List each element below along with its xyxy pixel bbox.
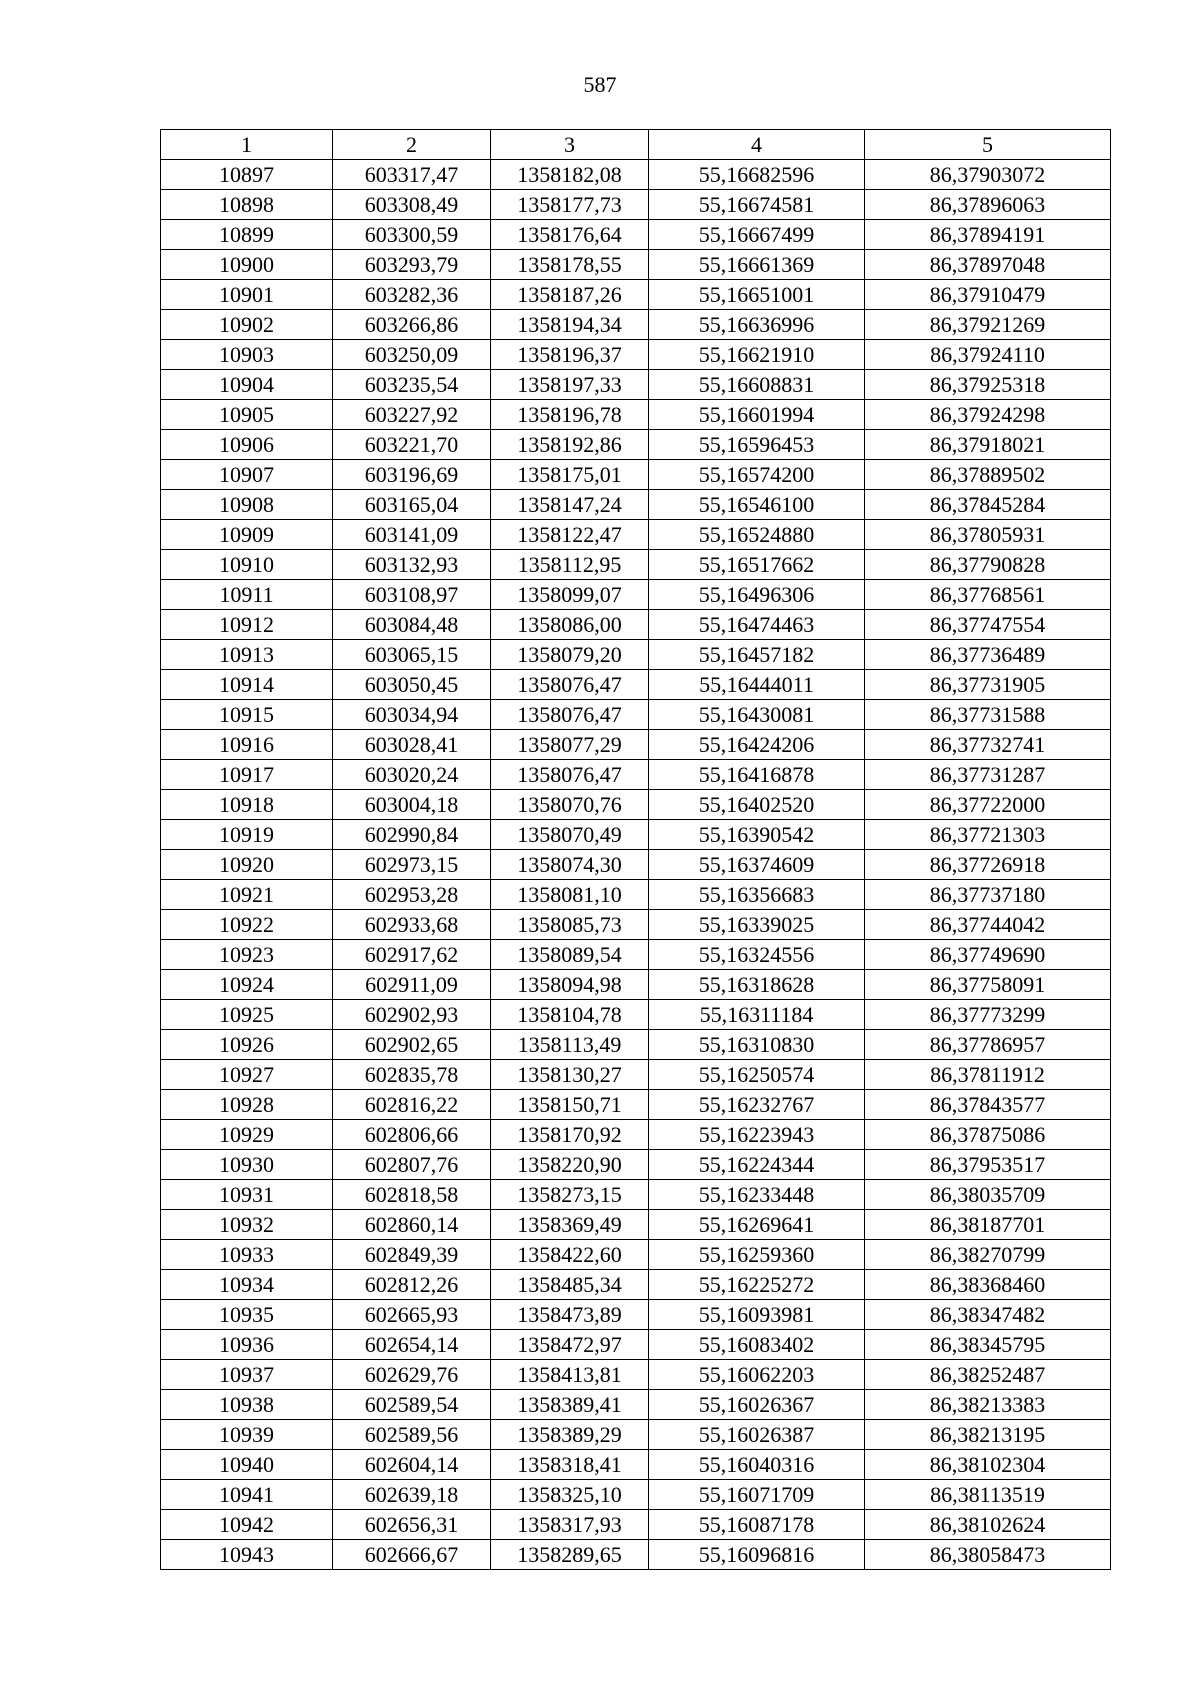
table-cell: 602604,14 [333,1450,491,1480]
table-cell: 1358147,24 [491,490,649,520]
table-cell: 1358081,10 [491,880,649,910]
table-cell: 55,16674581 [649,190,865,220]
table-row [161,1480,1111,1510]
table-row [161,850,1111,880]
table-row [161,1390,1111,1420]
table-row [161,400,1111,430]
table-cell: 55,16524880 [649,520,865,550]
table-row [161,1450,1111,1480]
table-cell: 10902 [161,310,333,340]
table-cell: 55,16269641 [649,1210,865,1240]
table-cell: 1358150,71 [491,1090,649,1120]
table-cell: 603132,93 [333,550,491,580]
table-cell: 55,16093981 [649,1300,865,1330]
table-cell: 602902,65 [333,1030,491,1060]
table-cell: 55,16601994 [649,400,865,430]
table-cell: 1358485,34 [491,1270,649,1300]
table-cell: 1358196,78 [491,400,649,430]
table-cell: 602812,26 [333,1270,491,1300]
table-cell: 1358122,47 [491,520,649,550]
table-cell: 602818,58 [333,1180,491,1210]
table-cell: 602990,84 [333,820,491,850]
table-cell: 55,16574200 [649,460,865,490]
table-cell: 602917,62 [333,940,491,970]
table-cell: 1358182,08 [491,160,649,190]
table-cell: 1358194,34 [491,310,649,340]
table-cell: 86,37721303 [865,820,1111,850]
table-cell: 55,16546100 [649,490,865,520]
table-cell: 602639,18 [333,1480,491,1510]
table-cell: 603317,47 [333,160,491,190]
table-cell: 86,37768561 [865,580,1111,610]
table-cell: 10898 [161,190,333,220]
table-cell: 603293,79 [333,250,491,280]
column-header: 3 [491,130,649,160]
table-cell: 603084,48 [333,610,491,640]
column-header: 5 [865,130,1111,160]
table-row [161,250,1111,280]
table-cell: 55,16651001 [649,280,865,310]
table-cell: 10932 [161,1210,333,1240]
table-cell: 10927 [161,1060,333,1090]
table-cell: 602816,22 [333,1090,491,1120]
table-cell: 86,37896063 [865,190,1111,220]
table-cell: 10937 [161,1360,333,1390]
table-cell: 10938 [161,1390,333,1420]
table-cell: 603250,09 [333,340,491,370]
table-cell: 1358130,27 [491,1060,649,1090]
table-cell: 55,16311184 [649,1000,865,1030]
table-cell: 10913 [161,640,333,670]
table-cell: 10903 [161,340,333,370]
table-cell: 603300,59 [333,220,491,250]
table-row [161,340,1111,370]
table-cell: 1358472,97 [491,1330,649,1360]
table-row [161,580,1111,610]
table-row [161,1540,1111,1570]
table-cell: 1358192,86 [491,430,649,460]
table-row [161,1150,1111,1180]
table-cell: 55,16225272 [649,1270,865,1300]
table-cell: 55,16517662 [649,550,865,580]
table-cell: 603020,24 [333,760,491,790]
table-cell: 10930 [161,1150,333,1180]
table-cell: 86,37903072 [865,160,1111,190]
table-cell: 602849,39 [333,1240,491,1270]
table-cell: 603108,97 [333,580,491,610]
table-row [161,760,1111,790]
table-cell: 1358197,33 [491,370,649,400]
table-cell: 86,38347482 [865,1300,1111,1330]
table-row [161,1510,1111,1540]
table-row [161,1210,1111,1240]
table-row [161,670,1111,700]
table-cell: 10897 [161,160,333,190]
table-cell: 55,16474463 [649,610,865,640]
table-row [161,1270,1111,1300]
table-row [161,970,1111,1000]
table-cell: 10910 [161,550,333,580]
table-cell: 10934 [161,1270,333,1300]
table-cell: 86,37731588 [865,700,1111,730]
table-cell: 1358170,92 [491,1120,649,1150]
table-cell: 55,16318628 [649,970,865,1000]
table-cell: 86,38102624 [865,1510,1111,1540]
table-row [161,1420,1111,1450]
table-row [161,610,1111,640]
table-cell: 10924 [161,970,333,1000]
table-cell: 86,38113519 [865,1480,1111,1510]
table-cell: 10905 [161,400,333,430]
table-cell: 1358070,76 [491,790,649,820]
table-cell: 86,37924298 [865,400,1111,430]
table-row [161,1000,1111,1030]
table-cell: 86,37843577 [865,1090,1111,1120]
table-cell: 1358177,73 [491,190,649,220]
table-cell: 55,16496306 [649,580,865,610]
table-cell: 10901 [161,280,333,310]
table-cell: 603004,18 [333,790,491,820]
table-row [161,880,1111,910]
table-row [161,1060,1111,1090]
table-cell: 1358318,41 [491,1450,649,1480]
table-row [161,940,1111,970]
table-cell: 602589,56 [333,1420,491,1450]
table-cell: 1358413,81 [491,1360,649,1390]
table-cell: 10933 [161,1240,333,1270]
table-cell: 55,16608831 [649,370,865,400]
table-row [161,1030,1111,1060]
table-cell: 10908 [161,490,333,520]
table-cell: 1358076,47 [491,700,649,730]
table-cell: 10916 [161,730,333,760]
table-cell: 1358389,29 [491,1420,649,1450]
table-cell: 1358076,47 [491,670,649,700]
table-cell: 603221,70 [333,430,491,460]
table-cell: 1358079,20 [491,640,649,670]
table-cell: 602656,31 [333,1510,491,1540]
table-row [161,370,1111,400]
table-cell: 10912 [161,610,333,640]
table-row [161,460,1111,490]
table-cell: 55,16040316 [649,1450,865,1480]
table-cell: 1358176,64 [491,220,649,250]
table-cell: 55,16416878 [649,760,865,790]
table-cell: 55,16259360 [649,1240,865,1270]
table-cell: 10914 [161,670,333,700]
table-cell: 10909 [161,520,333,550]
table-cell: 1358175,01 [491,460,649,490]
table-cell: 10928 [161,1090,333,1120]
table-row [161,280,1111,310]
table-cell: 86,37918021 [865,430,1111,460]
table-cell: 1358085,73 [491,910,649,940]
table-cell: 10935 [161,1300,333,1330]
table-cell: 1358113,49 [491,1030,649,1060]
table-cell: 55,16026367 [649,1390,865,1420]
table-cell: 55,16324556 [649,940,865,970]
column-header: 1 [161,130,333,160]
table-cell: 10936 [161,1330,333,1360]
table-cell: 55,16096816 [649,1540,865,1570]
table-cell: 86,37889502 [865,460,1111,490]
table-row [161,520,1111,550]
table-cell: 86,37910479 [865,280,1111,310]
table-cell: 10918 [161,790,333,820]
table-cell: 55,16339025 [649,910,865,940]
table-row [161,1330,1111,1360]
table-cell: 603282,36 [333,280,491,310]
table-row [161,1180,1111,1210]
table-row [161,550,1111,580]
table-cell: 10929 [161,1120,333,1150]
table-cell: 55,16636996 [649,310,865,340]
table-cell: 86,37731905 [865,670,1111,700]
table-cell: 602654,14 [333,1330,491,1360]
table-cell: 55,16457182 [649,640,865,670]
table-cell: 603028,41 [333,730,491,760]
table-cell: 10906 [161,430,333,460]
table-cell: 86,38252487 [865,1360,1111,1390]
table-cell: 1358070,49 [491,820,649,850]
table-cell: 603308,49 [333,190,491,220]
table-cell: 603141,09 [333,520,491,550]
table-cell: 603065,15 [333,640,491,670]
table-cell: 86,38345795 [865,1330,1111,1360]
table-cell: 1358074,30 [491,850,649,880]
column-header: 2 [333,130,491,160]
table-row [161,1300,1111,1330]
table-cell: 1358273,15 [491,1180,649,1210]
table-cell: 10943 [161,1540,333,1570]
table-cell: 1358325,10 [491,1480,649,1510]
table-cell: 602911,09 [333,970,491,1000]
table-cell: 10919 [161,820,333,850]
table-cell: 1358077,29 [491,730,649,760]
table-row [161,490,1111,520]
table-cell: 10941 [161,1480,333,1510]
table-cell: 86,37805931 [865,520,1111,550]
table-cell: 55,16621910 [649,340,865,370]
table-cell: 86,37897048 [865,250,1111,280]
table-row [161,730,1111,760]
header-row [161,130,1111,160]
table-cell: 86,37736489 [865,640,1111,670]
table-cell: 603034,94 [333,700,491,730]
table-cell: 1358369,49 [491,1210,649,1240]
table-cell: 10926 [161,1030,333,1060]
table-cell: 86,37726918 [865,850,1111,880]
table-cell: 603165,04 [333,490,491,520]
table-cell: 1358089,54 [491,940,649,970]
table-cell: 86,38187701 [865,1210,1111,1240]
table-row [161,430,1111,460]
table-cell: 86,38213383 [865,1390,1111,1420]
table-cell: 86,37790828 [865,550,1111,580]
table-cell: 1358289,65 [491,1540,649,1570]
table-cell: 10899 [161,220,333,250]
table-cell: 1358473,89 [491,1300,649,1330]
table-cell: 10917 [161,760,333,790]
table-cell: 86,38368460 [865,1270,1111,1300]
coordinates-table [160,129,1111,1570]
table-cell: 55,16430081 [649,700,865,730]
table-cell: 602953,28 [333,880,491,910]
column-header: 4 [649,130,865,160]
table-cell: 86,38035709 [865,1180,1111,1210]
table-cell: 602973,15 [333,850,491,880]
table-cell: 55,16596453 [649,430,865,460]
table-cell: 603050,45 [333,670,491,700]
table-cell: 55,16444011 [649,670,865,700]
table-cell: 602806,66 [333,1120,491,1150]
table-cell: 55,16233448 [649,1180,865,1210]
table-cell: 602933,68 [333,910,491,940]
table-cell: 86,37811912 [865,1060,1111,1090]
table-cell: 55,16087178 [649,1510,865,1540]
table-cell: 55,16661369 [649,250,865,280]
table-row [161,310,1111,340]
table-cell: 1358112,95 [491,550,649,580]
table-cell: 55,16232767 [649,1090,865,1120]
table-cell: 86,38102304 [865,1450,1111,1480]
table-cell: 55,16682596 [649,160,865,190]
table-cell: 602666,67 [333,1540,491,1570]
table-row [161,910,1111,940]
table-cell: 86,37758091 [865,970,1111,1000]
table-cell: 602860,14 [333,1210,491,1240]
table-cell: 86,37894191 [865,220,1111,250]
table-header [161,130,1111,160]
table-cell: 55,16356683 [649,880,865,910]
table-cell: 86,37737180 [865,880,1111,910]
table-cell: 10922 [161,910,333,940]
table-cell: 603227,92 [333,400,491,430]
table-cell: 86,37731287 [865,760,1111,790]
table-cell: 602835,78 [333,1060,491,1090]
table-cell: 1358178,55 [491,250,649,280]
table-cell: 1358220,90 [491,1150,649,1180]
table-cell: 86,38213195 [865,1420,1111,1450]
table-cell: 55,16667499 [649,220,865,250]
table-cell: 86,38058473 [865,1540,1111,1570]
table-cell: 10942 [161,1510,333,1540]
table-cell: 86,37921269 [865,310,1111,340]
page-number: 587 [583,72,617,97]
table-cell: 55,16390542 [649,820,865,850]
table-cell: 86,37747554 [865,610,1111,640]
table-cell: 602629,76 [333,1360,491,1390]
table-cell: 86,37953517 [865,1150,1111,1180]
table-body [161,160,1111,1570]
table-cell: 55,16402520 [649,790,865,820]
table-cell: 10939 [161,1420,333,1450]
table-row [161,160,1111,190]
table-cell: 55,16062203 [649,1360,865,1390]
table-cell: 86,37924110 [865,340,1111,370]
table-cell: 10923 [161,940,333,970]
table-cell: 602902,93 [333,1000,491,1030]
table-cell: 603266,86 [333,310,491,340]
table-cell: 55,16224344 [649,1150,865,1180]
table-row [161,190,1111,220]
table-cell: 10921 [161,880,333,910]
table-cell: 1358104,78 [491,1000,649,1030]
table-cell: 10920 [161,850,333,880]
table-row [161,220,1111,250]
table-cell: 603196,69 [333,460,491,490]
table-row [161,1360,1111,1390]
table-cell: 603235,54 [333,370,491,400]
table-cell: 55,16083402 [649,1330,865,1360]
table-cell: 1358099,07 [491,580,649,610]
table-cell: 1358196,37 [491,340,649,370]
table-cell: 55,16424206 [649,730,865,760]
table-cell: 1358422,60 [491,1240,649,1270]
table-cell: 55,16223943 [649,1120,865,1150]
table-cell: 86,37732741 [865,730,1111,760]
table-cell: 55,16374609 [649,850,865,880]
table-row [161,700,1111,730]
table-row [161,640,1111,670]
table-cell: 10911 [161,580,333,610]
table-cell: 10940 [161,1450,333,1480]
table-cell: 1358076,47 [491,760,649,790]
table-cell: 86,37875086 [865,1120,1111,1150]
table-cell: 10925 [161,1000,333,1030]
table-cell: 86,37744042 [865,910,1111,940]
table-row [161,820,1111,850]
table-cell: 1358389,41 [491,1390,649,1420]
table-cell: 86,37845284 [865,490,1111,520]
table-cell: 55,16310830 [649,1030,865,1060]
table-cell: 10900 [161,250,333,280]
table-cell: 602665,93 [333,1300,491,1330]
table-cell: 86,37749690 [865,940,1111,970]
table-cell: 86,38270799 [865,1240,1111,1270]
table-cell: 86,37786957 [865,1030,1111,1060]
table-cell: 602589,54 [333,1390,491,1420]
table-cell: 55,16026387 [649,1420,865,1450]
table-cell: 86,37773299 [865,1000,1111,1030]
table-cell: 86,37722000 [865,790,1111,820]
table-cell: 1358187,26 [491,280,649,310]
table-cell: 10907 [161,460,333,490]
table-row [161,1090,1111,1120]
table-cell: 10931 [161,1180,333,1210]
table-cell: 55,16071709 [649,1480,865,1510]
table-row [161,790,1111,820]
table-cell: 86,37925318 [865,370,1111,400]
table-cell: 1358086,00 [491,610,649,640]
table-row [161,1240,1111,1270]
table-cell: 55,16250574 [649,1060,865,1090]
table-cell: 602807,76 [333,1150,491,1180]
table-cell: 10904 [161,370,333,400]
table-row [161,1120,1111,1150]
table-cell: 10915 [161,700,333,730]
table-cell: 1358317,93 [491,1510,649,1540]
table-cell: 1358094,98 [491,970,649,1000]
